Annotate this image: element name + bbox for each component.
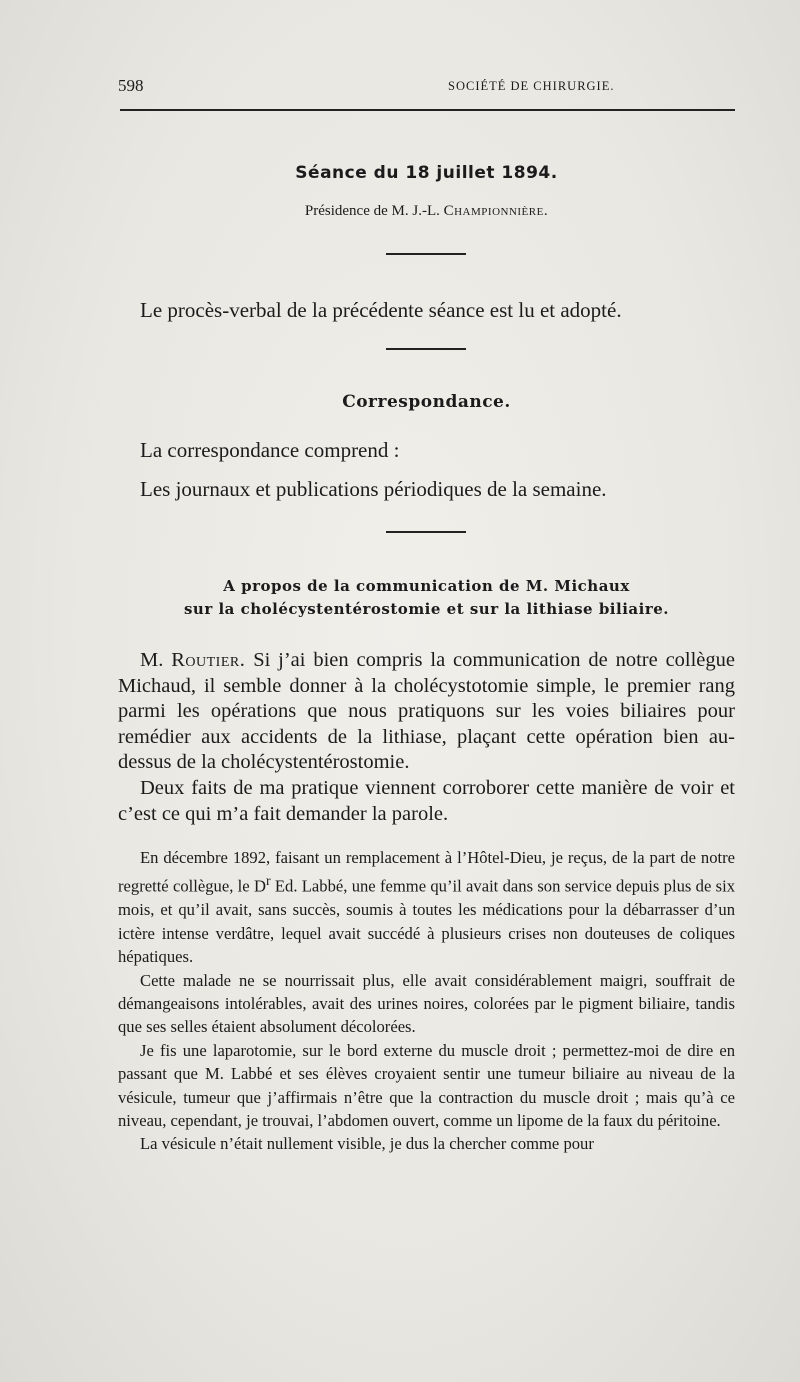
- paragraph: [118, 846, 735, 969]
- page-number: 598: [118, 76, 144, 95]
- paragraph: Cette malade ne se nourrissait plus, elle avait considérablement maigri, souffrait de démangeaisons intolérables, avait des urines noires, colorées par le pigment biliaire, tandis que ses selles étaient absolument décolorées.: [118, 970, 735, 1037]
- header-rule: [120, 109, 735, 111]
- separator-rule: [386, 531, 466, 533]
- minutes-paragraph: Le procès-verbal de la précédente séance est lu et adopté.: [140, 298, 622, 322]
- running-head: [118, 76, 735, 100]
- speaker-name: Routier.: [171, 649, 246, 671]
- speaker-prefix: M.: [140, 649, 164, 671]
- journal-title: SOCIÉTÉ DE CHIRURGIE.: [448, 79, 615, 93]
- paragraph-text: Si j’ai bien compris la communication de notre collègue Michaud, il semble donner à la cholécystotomie simple, le premier rang parmi les opérations que nous pratiquons sur les voies biliaires pour remédier aux accidents de la lithiase, plaçant cette opération bien au-dessus de la cholécystentérostomie.: [118, 649, 736, 774]
- paragraph-text: Ed. Labbé, une femme qu’il avait dans son service depuis plus de six mois, et qu’il avait, sans succès, soumis à toutes les médications pour la débarrasser d’un ictère intense verdâtre, lequel avait succédé à plusieurs crises non douteuses de coliques hépatiques.: [118, 876, 735, 967]
- paragraph: [118, 648, 735, 776]
- correspondance-heading: Correspondance.: [342, 392, 511, 412]
- paragraph: La vésicule n’était nullement visible, je dus la chercher comme pour: [140, 1134, 594, 1154]
- presidence-prefix: Présidence de M. J.-L.: [304, 203, 440, 219]
- article-intro: [118, 648, 735, 827]
- session-title: Séance du 18 juillet 1894.: [295, 163, 558, 183]
- paragraph-text: En décembre 1892, faisant un remplacement à l’Hôtel-Dieu, je reçus, de la part de notre regretté collègue, le D: [118, 848, 735, 896]
- correspondance-line: Les journaux et publications périodiques de la semaine.: [140, 477, 607, 501]
- article-title-line: sur la cholécystentérostomie et sur la lithiase biliaire.: [183, 600, 669, 618]
- presidence-line: [118, 203, 735, 220]
- superscript: r: [265, 873, 271, 889]
- separator-rule: [386, 253, 466, 255]
- article-body: [118, 846, 735, 1156]
- paragraph: Deux faits de ma pratique viennent corroborer cette manière de voir et c’est ce qui m’a fait demander la parole.: [118, 776, 735, 825]
- article-title-line: A propos de la communication de M. Michaux: [223, 577, 630, 595]
- separator-rule: [386, 348, 466, 350]
- president-name: Championnière.: [443, 203, 549, 219]
- paragraph: Je fis une laparotomie, sur le bord externe du muscle droit ; permettez-moi de dire en passant que M. Labbé et ses élèves croyaient sentir une tumeur biliaire au niveau de la vésicule, tumeur que j’affirmais n’être que la contraction du muscle droit ; mais qu’à ce niveau, cependant, je trouvai, l’abdomen ouvert, comme un lipome de la faux du péritoine.: [118, 1040, 735, 1130]
- correspondance-line: La correspondance comprend :: [140, 438, 400, 462]
- article-title: [118, 575, 735, 621]
